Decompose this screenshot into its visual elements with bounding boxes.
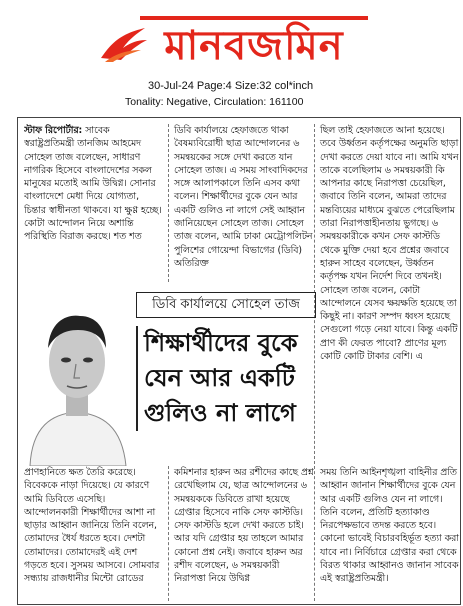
clip-meta-date: 30-Jul-24 Page:4 Size:32 col*inch	[148, 80, 314, 92]
news-clipping	[17, 117, 461, 605]
article-dateline: স্টাফ রিপোর্টার:	[24, 125, 83, 136]
masthead	[0, 0, 463, 80]
column-text: প্রাণহানিতে ক্ষত তৈরি করেছে। বিবেককে নাড়া দিয়েছে। যে কারণে আমি ডিবিতে এসেছি। আন্দোলনকারী শিক্ষার্থীদের আশা না ছাড়ার আহ্বান জানিয়ে তিনি বলেন, তোমাদের ধৈর্য ধরতে হবে। দেশটা তোমাদের। তোমাদেরই এই দেশ গড়তে হবে। সুসময় আসবে। সোমবার সন্ধ্যায় রাজধানীর মিন্টো রোডের	[24, 467, 160, 585]
article-column-1	[24, 124, 162, 284]
article-column-4	[24, 466, 162, 601]
clip-meta-tonality: Tonality: Negative, Circulation: 161100	[125, 96, 304, 108]
column-text: সময় তিনি আইনশৃঙ্খলা বাহিনীর প্রতি আহ্বান জানান শিক্ষার্থীদের বুকে যেন আর একটি গুলিও যেন না লাগে। তিনি বলেন, প্রতিটি হত্যাকাণ্ড নিরপেক্ষভাবে তদন্ত করতে হবে। কোনো ভাবেই বিচারবহির্ভূত হত্যা করা যাবে না। নির্বিচারে গ্রেপ্তার করা থেকে বিরত থাকার আহ্বানও জানান সাবেক এই স্বরাষ্ট্রপ্রতিমন্ত্রী।	[320, 467, 459, 585]
column-text: সাবেক স্বরাষ্ট্রপ্রতিমন্ত্রী তানজিম আহমেদ সোহেল তাজ বলেছেন, সাধারণ নাগরিক হিসেবে বাংলাদেশের সকল মানুষের মতোই আমি উদ্বিগ্ন। সোনার বাংলাদেশে মেধা দিয়ে যোগ্যতা, চিন্তার স্বাধীনতা থাকবে। যা ক্ষুণ্ণ হচ্ছে। কোটা আন্দোলন নিয়ে অশান্তি পরিস্থিতি বিরাজ করছে। শত শত	[24, 125, 162, 243]
article-column-2	[168, 124, 314, 282]
portrait-photo	[22, 286, 130, 466]
newspaper-logo: মানবজমিন	[140, 16, 368, 72]
article-column-3	[314, 124, 460, 464]
column-text: কমিশনার হারুন অর রশীদের কাছে প্রশ্ন রেখেছিলাম যে, ছাত্র আন্দোলনের ৬ সমন্বয়ককে ডিবিতে রাখা হয়েছে গ্রেপ্তার হিসেবে নাকি সেফ কাস্টডি। সেফ কাস্টডি হলে দেখা করতে চাই। আর যদি গ্রেপ্তার হয় তাহলে আমার কোনো প্রশ্ন নেই। জবাবে হারুন অর রশীদ বলেছেন, ৬ সমন্বয়কারী নিরাপত্তা নিয়ে উদ্বিগ্ন	[174, 467, 314, 585]
article-kicker: ডিবি কার্যালয়ে সোহেল তাজ	[136, 292, 316, 318]
article-headline: শিক্ষার্থীদের বুকে যেন আর একটি গুলিও না লাগে	[136, 326, 324, 431]
article-column-5	[168, 466, 314, 601]
column-text: ডিবি কার্যালয়ে হেফাজতে থাকা বৈষম্যবিরোধী ছাত্র আন্দোলনের ৬ সমন্বয়কের সঙ্গে দেখা করতে যান সোহেল তাজ। এ সময় সাংবাদিকদের সঙ্গে আলাপকালে তিনি এসব কথা বলেন। শিক্ষার্থীদের বুকে যেন আর একটি গুলিও না লাগে সেই আহ্বান জানিয়েছেন সোহেল তাজ। সোহেল তাজ বলেন, আমি ঢাকা মেট্রোপলিটন পুলিশের গোয়েন্দা বিভাগের (ডিবি) অতিরিক্ত	[174, 125, 313, 269]
article-column-6	[314, 466, 460, 601]
column-text: ছিল তাই হেফাজতে আনা হয়েছে। তবে উর্ধ্বতন কর্তৃপক্ষের অনুমতি ছাড়া দেখা করতে দেয়া যাবে না। আমি যখন তাকে বলেছিলাম ৬ সমন্বয়কারী কি আপনার কাছে নিরাপত্তা চেয়েছিল, জবাবে তিনি বলেন, আমরা তাদের মন্তব্যিয়ের মাধ্যমে বুঝতে পেরেছিলাম তারা নিরাপত্তাহীনতায় ভুগছে। ৬ সমন্বয়কারীকে কখন সেফ কাস্টডি থেকে মুক্তি দেয়া হবে প্রশ্নের জবাবে হারুন সাহেব বলেছেন, উর্ধ্বতন কর্তৃপক্ষ যখন নির্দেশ দিবে তখনই। সোহেল তাজ বলেন, কোটা আন্দোলনে যেসব ক্ষয়ক্ষতি হয়েছে তা কিছুই না। কারণ সম্পদ ধ্বংস হয়েছে সেগুলো গড়ে নেয়া যাবে। কিন্তু একটি প্রাণ কী ফেরত পাবো? প্রাণের মূল্য কোটি কোটি টাকার বেশি। এ	[320, 125, 459, 363]
